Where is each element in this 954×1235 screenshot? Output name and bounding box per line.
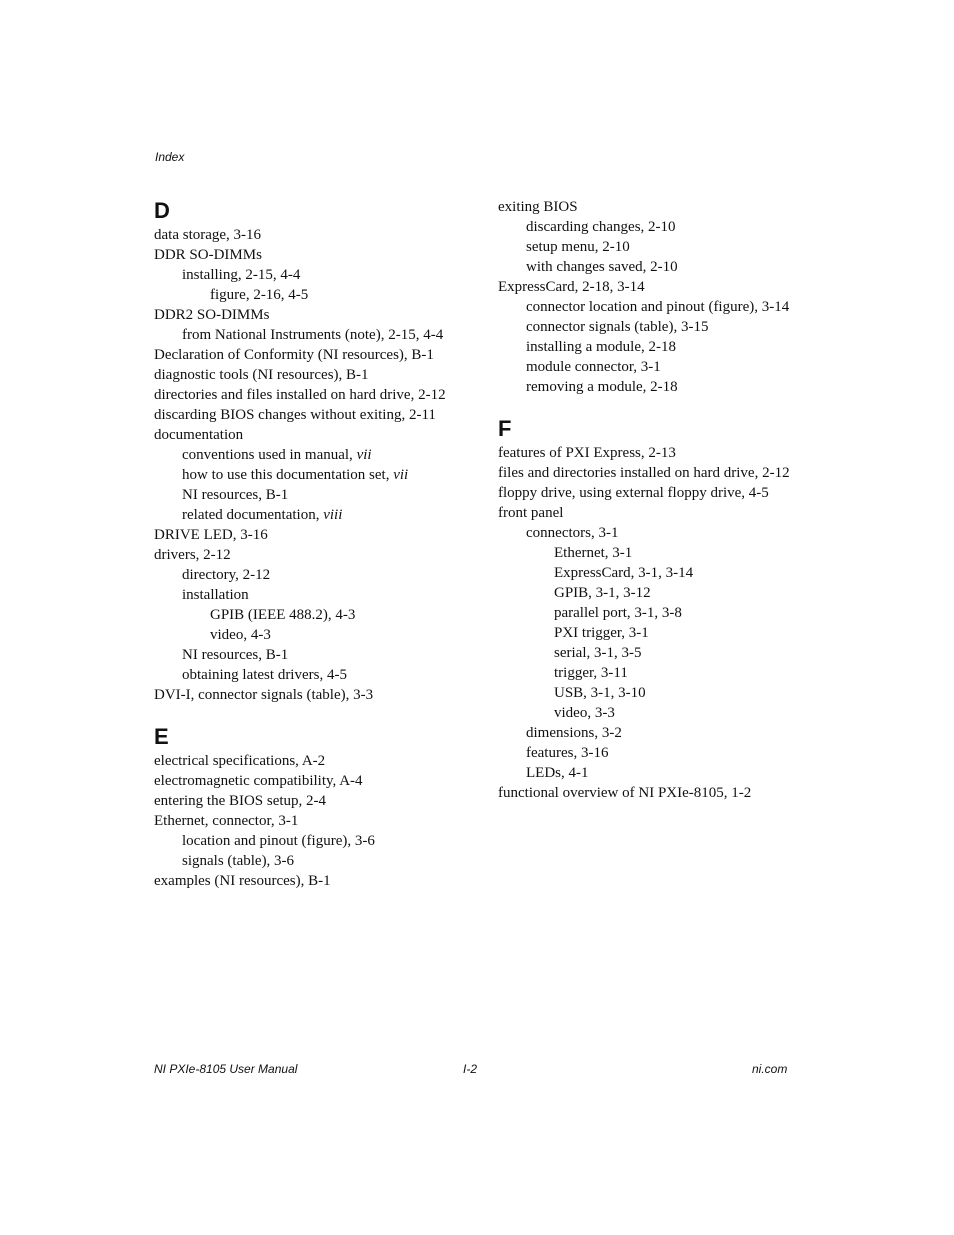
index-entry: discarding BIOS changes without exiting, 2-11 xyxy=(154,407,436,423)
index-subentry xyxy=(154,446,474,464)
index-entry: Ethernet, connector, 3-1 xyxy=(154,813,299,829)
index-entry: DDR2 SO-DIMMs xyxy=(154,307,270,323)
index-subsubentry: parallel port, 3-1, 3-8 xyxy=(554,605,682,621)
index-subentry: removing a module, 2-18 xyxy=(526,379,678,395)
index-subsubentry: GPIB, 3-1, 3-12 xyxy=(554,585,651,601)
running-head: Index xyxy=(155,150,185,164)
index-entry: entering the BIOS setup, 2-4 xyxy=(154,793,327,809)
index-subentry: LEDs, 4-1 xyxy=(526,765,589,781)
index-subsubentry: PXI trigger, 3-1 xyxy=(554,625,649,641)
index-column-left xyxy=(154,198,474,892)
index-entry: examples (NI resources), B-1 xyxy=(154,873,331,889)
footer-manual-title: NI PXIe-8105 User Manual xyxy=(154,1062,298,1076)
footer-page-number: I-2 xyxy=(463,1062,478,1076)
index-subsubentry: trigger, 3-11 xyxy=(554,665,628,681)
index-subentry: from National Instruments (note), 2-15, 4-4 xyxy=(182,327,444,343)
entry-page-ref: vii xyxy=(393,467,409,483)
section-letter-f: F xyxy=(498,416,512,441)
index-subentry: discarding changes, 2-10 xyxy=(526,219,676,235)
index-subsubentry: GPIB (IEEE 488.2), 4-3 xyxy=(210,607,356,623)
index-subentry: directory, 2-12 xyxy=(182,567,271,583)
index-entry: DDR SO-DIMMs xyxy=(154,247,262,263)
index-subentry: setup menu, 2-10 xyxy=(526,239,630,255)
index-subentry: installing, 2-15, 4-4 xyxy=(182,267,301,283)
entry-text: how to use this documentation set, xyxy=(182,467,394,483)
index-subentry xyxy=(154,466,474,484)
index-subentry: module connector, 3-1 xyxy=(526,359,661,375)
footer-website: ni.com xyxy=(752,1062,788,1076)
index-entry: electromagnetic compatibility, A-4 xyxy=(154,773,363,789)
index-subentry: NI resources, B-1 xyxy=(182,487,289,503)
index-subentry: installation xyxy=(182,587,249,603)
index-subsubentry: ExpressCard, 3-1, 3-14 xyxy=(554,565,694,581)
index-entry: ExpressCard, 2-18, 3-14 xyxy=(498,279,645,295)
index-entry: DRIVE LED, 3-16 xyxy=(154,527,268,543)
index-subsubentry: figure, 2-16, 4-5 xyxy=(210,287,309,303)
index-subentry xyxy=(154,506,474,524)
index-subsubentry: Ethernet, 3-1 xyxy=(554,545,633,561)
index-subentry: installing a module, 2-18 xyxy=(526,339,676,355)
index-subentry: NI resources, B-1 xyxy=(182,647,289,663)
index-entry: front panel xyxy=(498,505,564,521)
index-subsubentry: USB, 3-1, 3-10 xyxy=(554,685,646,701)
entry-page-ref: viii xyxy=(323,507,343,523)
index-subentry: connector signals (table), 3-15 xyxy=(526,319,709,335)
index-subentry: connectors, 3-1 xyxy=(526,525,619,541)
index-entry: functional overview of NI PXIe-8105, 1-2 xyxy=(498,785,752,801)
section-letter-e: E xyxy=(154,724,169,749)
index-entry: documentation xyxy=(154,427,244,443)
index-subentry: obtaining latest drivers, 4-5 xyxy=(182,667,347,683)
entry-text: conventions used in manual, xyxy=(182,447,357,463)
index-entry: directories and files installed on hard drive, 2-12 xyxy=(154,387,446,403)
index-entry: features of PXI Express, 2-13 xyxy=(498,445,676,461)
index-entry: DVI-I, connector signals (table), 3-3 xyxy=(154,687,374,703)
index-entry: drivers, 2-12 xyxy=(154,547,231,563)
index-entry: diagnostic tools (NI resources), B-1 xyxy=(154,367,369,383)
index-entry: Declaration of Conformity (NI resources), B-1 xyxy=(154,347,434,363)
entry-page-ref: vii xyxy=(356,447,372,463)
index-subsubentry: video, 3-3 xyxy=(554,705,615,721)
index-subentry: features, 3-16 xyxy=(526,745,609,761)
index-subentry: dimensions, 3-2 xyxy=(526,725,622,741)
index-subentry: signals (table), 3-6 xyxy=(182,853,295,869)
entry-text: related documentation, xyxy=(182,507,324,523)
index-subsubentry: video, 4-3 xyxy=(210,627,271,643)
index-subsubentry: serial, 3-1, 3-5 xyxy=(554,645,642,661)
index-entry: data storage, 3-16 xyxy=(154,227,262,243)
section-letter-d: D xyxy=(154,198,170,223)
index-subentry: with changes saved, 2-10 xyxy=(526,259,678,275)
index-entry: floppy drive, using external floppy drive, 4-5 xyxy=(498,485,769,501)
index-entry: electrical specifications, A-2 xyxy=(154,753,326,769)
index-subentry: connector location and pinout (figure), 3-14 xyxy=(526,299,790,315)
index-entry: files and directories installed on hard drive, 2-12 xyxy=(498,465,790,481)
index-column-right xyxy=(498,198,818,804)
index-subentry: location and pinout (figure), 3-6 xyxy=(182,833,375,849)
index-entry: exiting BIOS xyxy=(498,199,578,215)
